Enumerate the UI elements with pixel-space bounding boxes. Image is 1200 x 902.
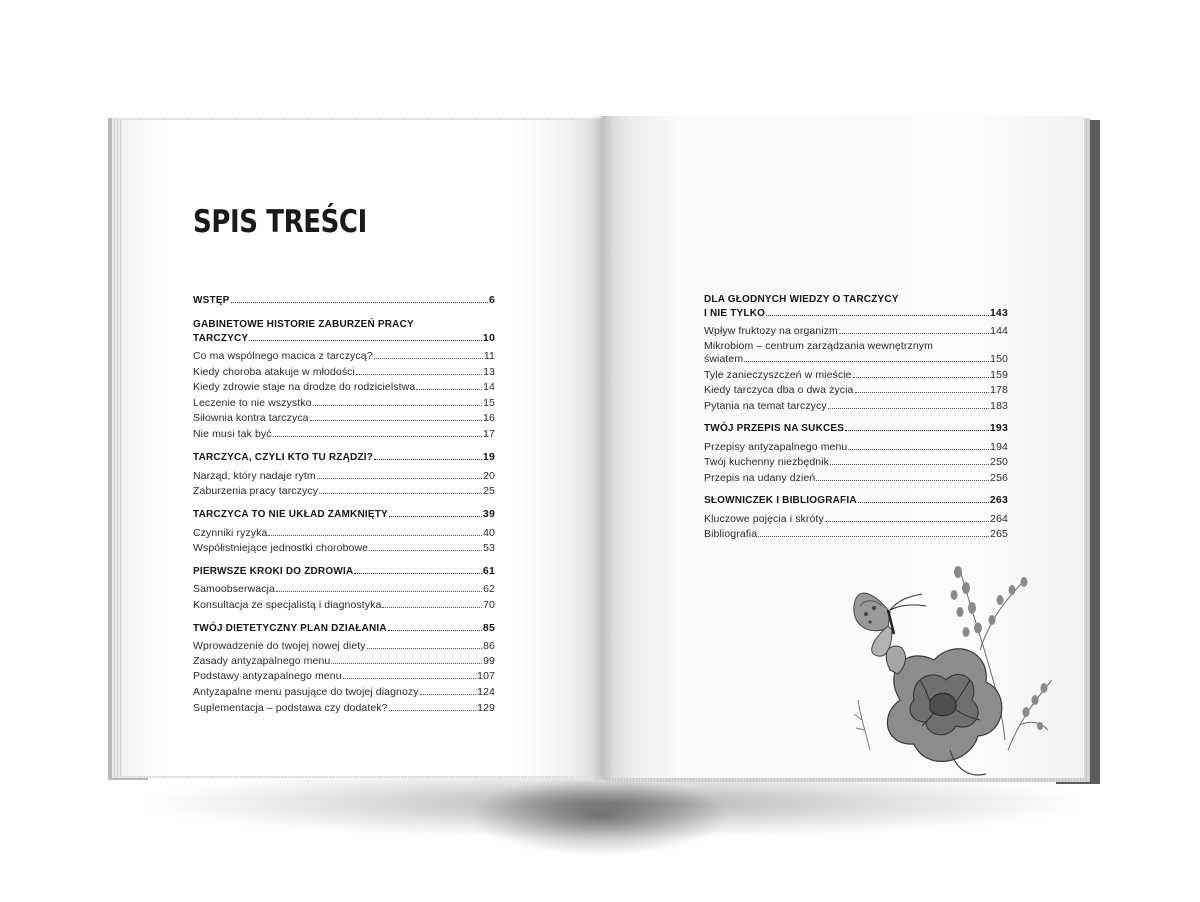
toc-entry-page: 250: [990, 456, 1008, 468]
toc-entry-title: Zasady antyzapalnego menu: [193, 655, 331, 667]
toc-entry-title: Tyle zanieczyszczeń w mieście: [704, 369, 852, 381]
toc-entry-title: Samoobserwacja: [193, 583, 275, 595]
toc-entry: [193, 319, 495, 330]
toc-entry: [704, 513, 1008, 525]
toc-entry-page: 61: [482, 565, 495, 577]
toc-entry: [704, 472, 1008, 484]
toc-entry-title: Siłownia kontra tarczyca: [193, 412, 309, 424]
toc-entry-title: światem: [704, 353, 744, 365]
toc-entry: [193, 583, 495, 595]
toc-entry-title: DLA GŁODNYCH WIEDZY O TARCZYCY: [704, 294, 899, 305]
toc-leader: [816, 480, 989, 481]
toc-leader: [331, 663, 482, 664]
toc-leader: [268, 535, 482, 536]
toc-entry: [704, 528, 1008, 540]
toc-leader: [830, 464, 989, 465]
toc-entry-page: 193: [989, 422, 1008, 434]
toc-entry-title: TARCZYCY: [193, 333, 249, 344]
toc-entry-title: Leczenie to nie wszystko: [193, 397, 312, 409]
toc-leader: [343, 678, 477, 679]
spine-shadow: [470, 776, 730, 856]
toc-leader: [416, 389, 482, 390]
toc-leader: [354, 573, 482, 574]
toc-entry-page: 265: [990, 528, 1008, 540]
toc-entry-page: 178: [990, 384, 1008, 396]
toc-entry-page: 129: [477, 702, 495, 714]
toc-entry-title: Kiedy tarczyca dba o dwa życia: [704, 384, 854, 396]
toc-leader: [825, 521, 989, 522]
book-gutter: [590, 116, 614, 780]
toc-entry-page: 6: [488, 294, 495, 306]
toc-entry-title: Mikrobiom – centrum zarządzania wewnętrznym: [704, 340, 933, 352]
toc-entry-title: Nie musi tak być: [193, 428, 272, 440]
toc-entry: [193, 428, 495, 440]
toc-entry-page: 14: [483, 381, 495, 393]
toc-leader: [845, 430, 989, 431]
toc-leader: [848, 449, 989, 450]
toc-entry-page: 20: [483, 470, 495, 482]
toc-entry-title: Współistniejące jednostki chorobowe: [193, 542, 369, 554]
toc-leader: [382, 607, 482, 608]
toc-entry-title: Bibliografia: [704, 528, 758, 540]
toc-entry-title: SŁOWNICZEK I BIBLIOGRAFIA: [704, 495, 857, 506]
toc-entry-page: 264: [990, 513, 1008, 525]
toc-entry: [193, 470, 495, 482]
toc-entry: [193, 565, 495, 577]
toc-entry-title: TWÓJ PRZEPIS NA SUKCES: [704, 423, 845, 434]
toc-leader: [356, 374, 482, 375]
toc-entry-title: Pytania na temat tarczycy: [704, 400, 827, 412]
toc-entry-title: TARCZYCA TO NIE UKŁAD ZAMKNIĘTY: [193, 509, 388, 520]
fern-branch-left: [854, 700, 870, 750]
toc-entry-title: Kluczowe pojęcia i skróty: [704, 513, 824, 525]
toc-entry-page: 40: [483, 527, 495, 539]
toc-leader: [374, 459, 482, 460]
toc-entry-page: 10: [482, 332, 495, 344]
toc-leader: [388, 630, 482, 631]
toc-entry: [704, 307, 1008, 319]
toc-entry-title: Przepis na udany dzień: [704, 472, 816, 484]
toc-entry-page: 17: [483, 428, 495, 440]
toc-leader: [758, 536, 989, 537]
toc-leader: [828, 408, 989, 409]
toc-entry-title: Twój kuchenny niezbędnik: [704, 456, 829, 468]
toc-entry-page: 99: [483, 655, 495, 667]
toc-leader: [766, 315, 989, 316]
toc-leader: [420, 694, 477, 695]
toc-entry-title: Kiedy choroba atakuje w młodości: [193, 366, 355, 378]
toc-entry: [704, 353, 1008, 365]
toc-entry-page: 150: [990, 353, 1008, 365]
toc-entry: [193, 655, 495, 667]
toc-leader: [367, 648, 482, 649]
toc-entry-title: TARCZYCA, CZYLI KTO TU RZĄDZI?: [193, 452, 374, 463]
toc-entry: [193, 366, 495, 378]
toc-entry: [193, 702, 495, 714]
toc-leader: [744, 361, 989, 362]
toc-entry: [193, 451, 495, 463]
toc-entry-title: Przepisy antyzapalnego menu: [704, 441, 848, 453]
toc-entry-page: 194: [990, 441, 1008, 453]
toc-entry: [193, 412, 495, 424]
toc-leader: [369, 550, 482, 551]
toc-entry: [193, 381, 495, 393]
butterfly-icon: [854, 593, 926, 656]
toc-entry-page: 16: [483, 412, 495, 424]
toc-entry: [704, 384, 1008, 396]
toc-leader: [273, 436, 482, 437]
toc-entry-title: I NIE TYLKO: [704, 308, 766, 319]
toc-entry: [193, 397, 495, 409]
toc-entry-page: 144: [990, 325, 1008, 337]
toc-entry-page: 25: [483, 485, 495, 497]
toc-entry-title: Zaburzenia pracy tarczycy: [193, 485, 319, 497]
toc-entry: [193, 350, 495, 362]
toc-entry-title: Kiedy zdrowie staje na drodze do rodzicielstwa: [193, 381, 416, 393]
toc-entry-title: Suplementacja – podstawa czy dodatek?: [193, 702, 388, 714]
toc-entry-page: 107: [477, 670, 495, 682]
toc-leader: [839, 333, 989, 334]
toc-entry-page: 85: [482, 622, 495, 634]
toc-entry: [704, 294, 1008, 305]
toc-entry: [193, 599, 495, 611]
toc-entry: [704, 494, 1008, 506]
toc-entry-page: 15: [483, 397, 495, 409]
toc-entry-title: GABINETOWE HISTORIE ZABURZEŃ PRACY: [193, 319, 414, 330]
toc-entry-page: 159: [990, 369, 1008, 381]
toc-entry-page: 62: [483, 583, 495, 595]
toc-entry: [193, 332, 495, 344]
toc-entry-page: 263: [989, 494, 1008, 506]
toc-entry-page: 143: [989, 307, 1008, 319]
toc-entry-page: 70: [483, 599, 495, 611]
toc-entry: [704, 369, 1008, 381]
toc-entry-page: 11: [483, 350, 495, 362]
toc-leader: [858, 502, 989, 503]
toc-entry-title: Co ma wspólnego macica z tarczycą?: [193, 350, 373, 362]
toc-entry-page: 13: [483, 366, 495, 378]
toc-entry: [193, 640, 495, 652]
toc-entry: [193, 542, 495, 554]
toc-entry-title: PIERWSZE KROKI DO ZDROWIA: [193, 566, 354, 577]
toc-entry: [193, 527, 495, 539]
toc-entry-title: Czynniki ryzyka: [193, 527, 268, 539]
toc-entry: [193, 670, 495, 682]
toc-entry: [193, 622, 495, 634]
toc-entry-page: 86: [483, 640, 495, 652]
toc-entry-title: Podstawy antyzapalnego menu: [193, 670, 342, 682]
toc-entry: [704, 456, 1008, 468]
toc-entry-page: 39: [482, 508, 495, 520]
toc-leader: [853, 377, 990, 378]
toc-entry: [193, 686, 495, 698]
toc-entry: [704, 400, 1008, 412]
toc-entry: [193, 294, 495, 306]
toc-title: SPIS TREŚCI: [193, 204, 367, 240]
toc-leader: [855, 392, 990, 393]
toc-entry-title: Konsultacja ze specjalistą i diagnostyka: [193, 599, 382, 611]
toc-entry-page: 53: [483, 542, 495, 554]
toc-entry: [704, 422, 1008, 434]
toc-entry: [704, 325, 1008, 337]
toc-entry-title: TWÓJ DIETETYCZNY PLAN DZIAŁANIA: [193, 623, 387, 634]
toc-entry-page: 256: [990, 472, 1008, 484]
toc-entry: [704, 340, 1008, 352]
toc-entry: [193, 485, 495, 497]
toc-entry-title: Antyzapalne menu pasujące do twojej diagnozy: [193, 686, 419, 698]
toc-leader: [317, 478, 482, 479]
toc-entry: [704, 441, 1008, 453]
toc-leader: [276, 591, 482, 592]
toc-leader: [313, 405, 483, 406]
toc-leader: [249, 340, 482, 341]
toc-leader: [389, 516, 482, 517]
toc-leader: [310, 420, 482, 421]
toc-entry-title: Wprowadzenie do twojej nowej diety: [193, 640, 366, 652]
toc-entry-title: Wpływ fruktozy na organizm: [704, 325, 838, 337]
toc-leader: [231, 302, 488, 303]
toc-entry-page: 124: [477, 686, 495, 698]
toc-entry-title: Narząd, który nadaje rytm: [193, 470, 316, 482]
butterfly-flower-illustration: [830, 550, 1060, 790]
toc-leader: [389, 710, 477, 711]
toc-leader: [319, 493, 482, 494]
toc-entry-page: 19: [482, 451, 495, 463]
toc-entry-page: 183: [990, 400, 1008, 412]
toc-entry: [193, 508, 495, 520]
peony-flower-icon: [886, 646, 1002, 775]
toc-leader: [374, 358, 483, 359]
toc-entry-title: WSTĘP: [193, 295, 230, 306]
